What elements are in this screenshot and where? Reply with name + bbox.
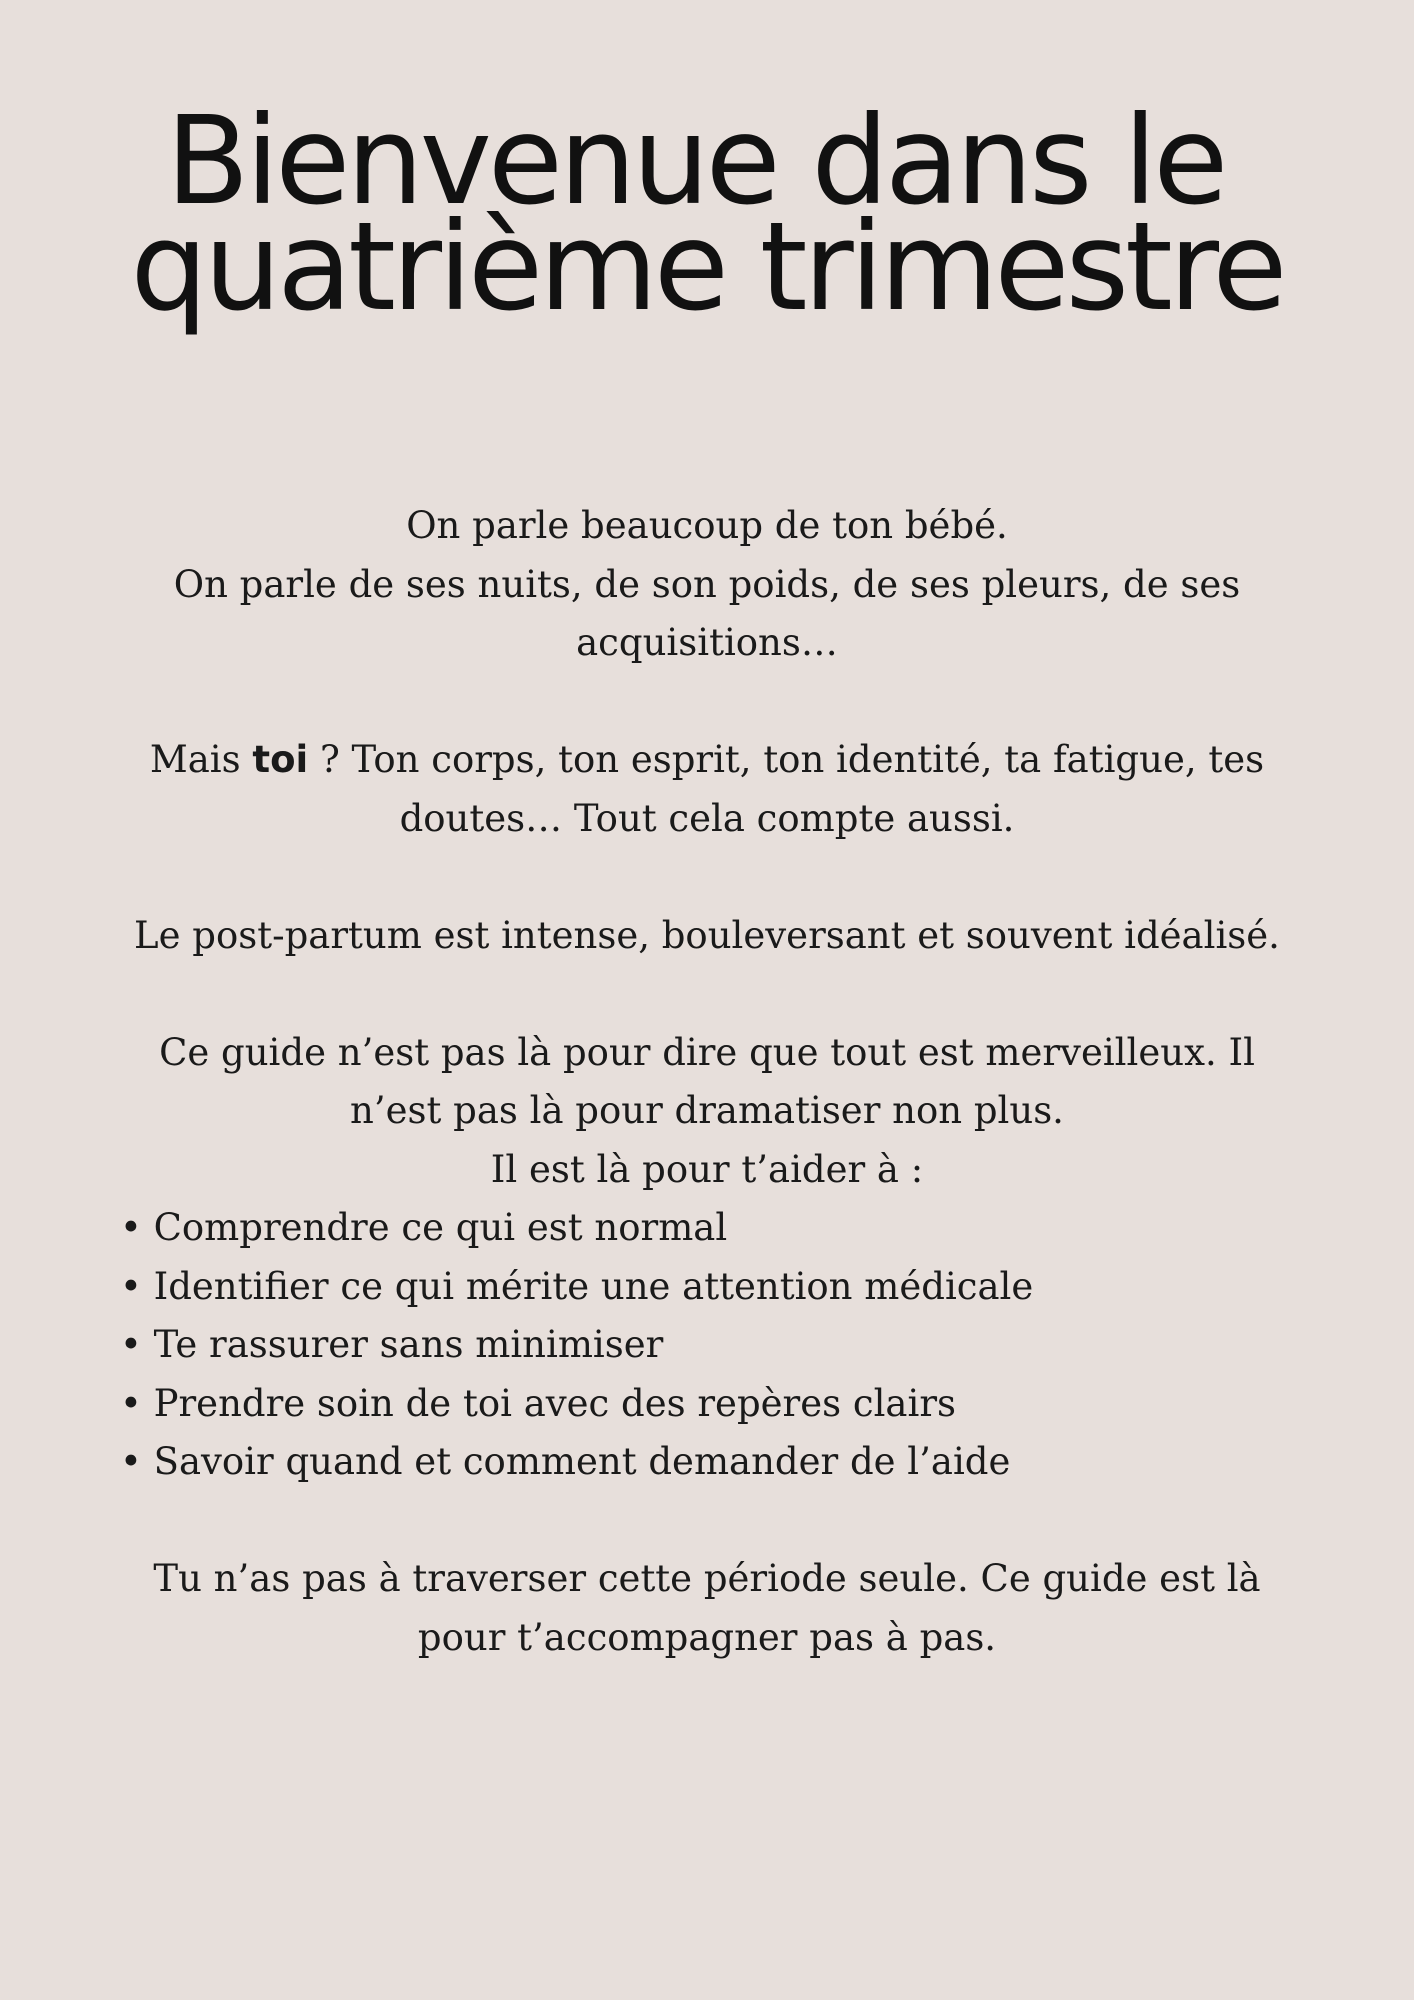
spacer (110, 965, 1304, 1024)
bullet-dot: • (120, 1440, 142, 1483)
bullet-dot: • (120, 1323, 142, 1366)
guide-line-1: Ce guide n’est pas là pour dire que tout est merveilleux. Il n’est pas là pour dramatiser non plus. (159, 1030, 1255, 1132)
list-item (110, 1199, 1304, 1258)
you-paragraph (110, 731, 1304, 848)
bullet-dot: • (120, 1381, 142, 1425)
title-line-1: Bienvenue dans le (165, 90, 1225, 232)
intro-line-2: On parle de ses nuits, de son poids, de ses pleurs, de ses acquisitions… (173, 562, 1241, 664)
bullet-dot: • (120, 1206, 142, 1249)
list-item-text: Prendre soin de toi avec des repères clairs (153, 1381, 956, 1425)
spacer (110, 848, 1304, 907)
list-item-text: Te rassurer sans minimiser (153, 1323, 664, 1366)
bullet-dot: • (120, 1264, 142, 1308)
page-title (100, 90, 1314, 338)
postpartum-paragraph: Le post-partum est intense, bouleversant et souvent idéalisé. (134, 913, 1280, 957)
you-bold-word: toi (252, 738, 309, 781)
list-item (110, 1433, 1304, 1492)
list-item (110, 1316, 1304, 1375)
title-line-2: quatrième trimestre (130, 196, 1284, 338)
list-item (110, 1375, 1304, 1434)
bullet-list (110, 1199, 1304, 1492)
spacer (110, 673, 1304, 732)
body-text (110, 497, 1304, 1667)
you-prefix: Mais (149, 738, 253, 781)
list-item-text: Identifier ce qui mérite une attention médicale (153, 1264, 1034, 1308)
closing-paragraph: Tu n’as pas à traverser cette période seule. Ce guide est là pour t’accompagner pas à pas. (153, 1557, 1261, 1659)
list-item-text: Savoir quand et comment demander de l’aide (153, 1440, 1011, 1483)
spacer (110, 1492, 1304, 1551)
list-item (110, 1258, 1304, 1317)
guide-line-2: Il est là pour t’aider à : (490, 1147, 924, 1191)
you-suffix: ? Ton corps, ton esprit, ton identité, ta fatigue, tes doutes… Tout cela compte aussi. (308, 738, 1265, 840)
intro-line-1: On parle beaucoup de ton bébé. (406, 504, 1008, 547)
list-item-text: Comprendre ce qui est normal (153, 1206, 728, 1249)
